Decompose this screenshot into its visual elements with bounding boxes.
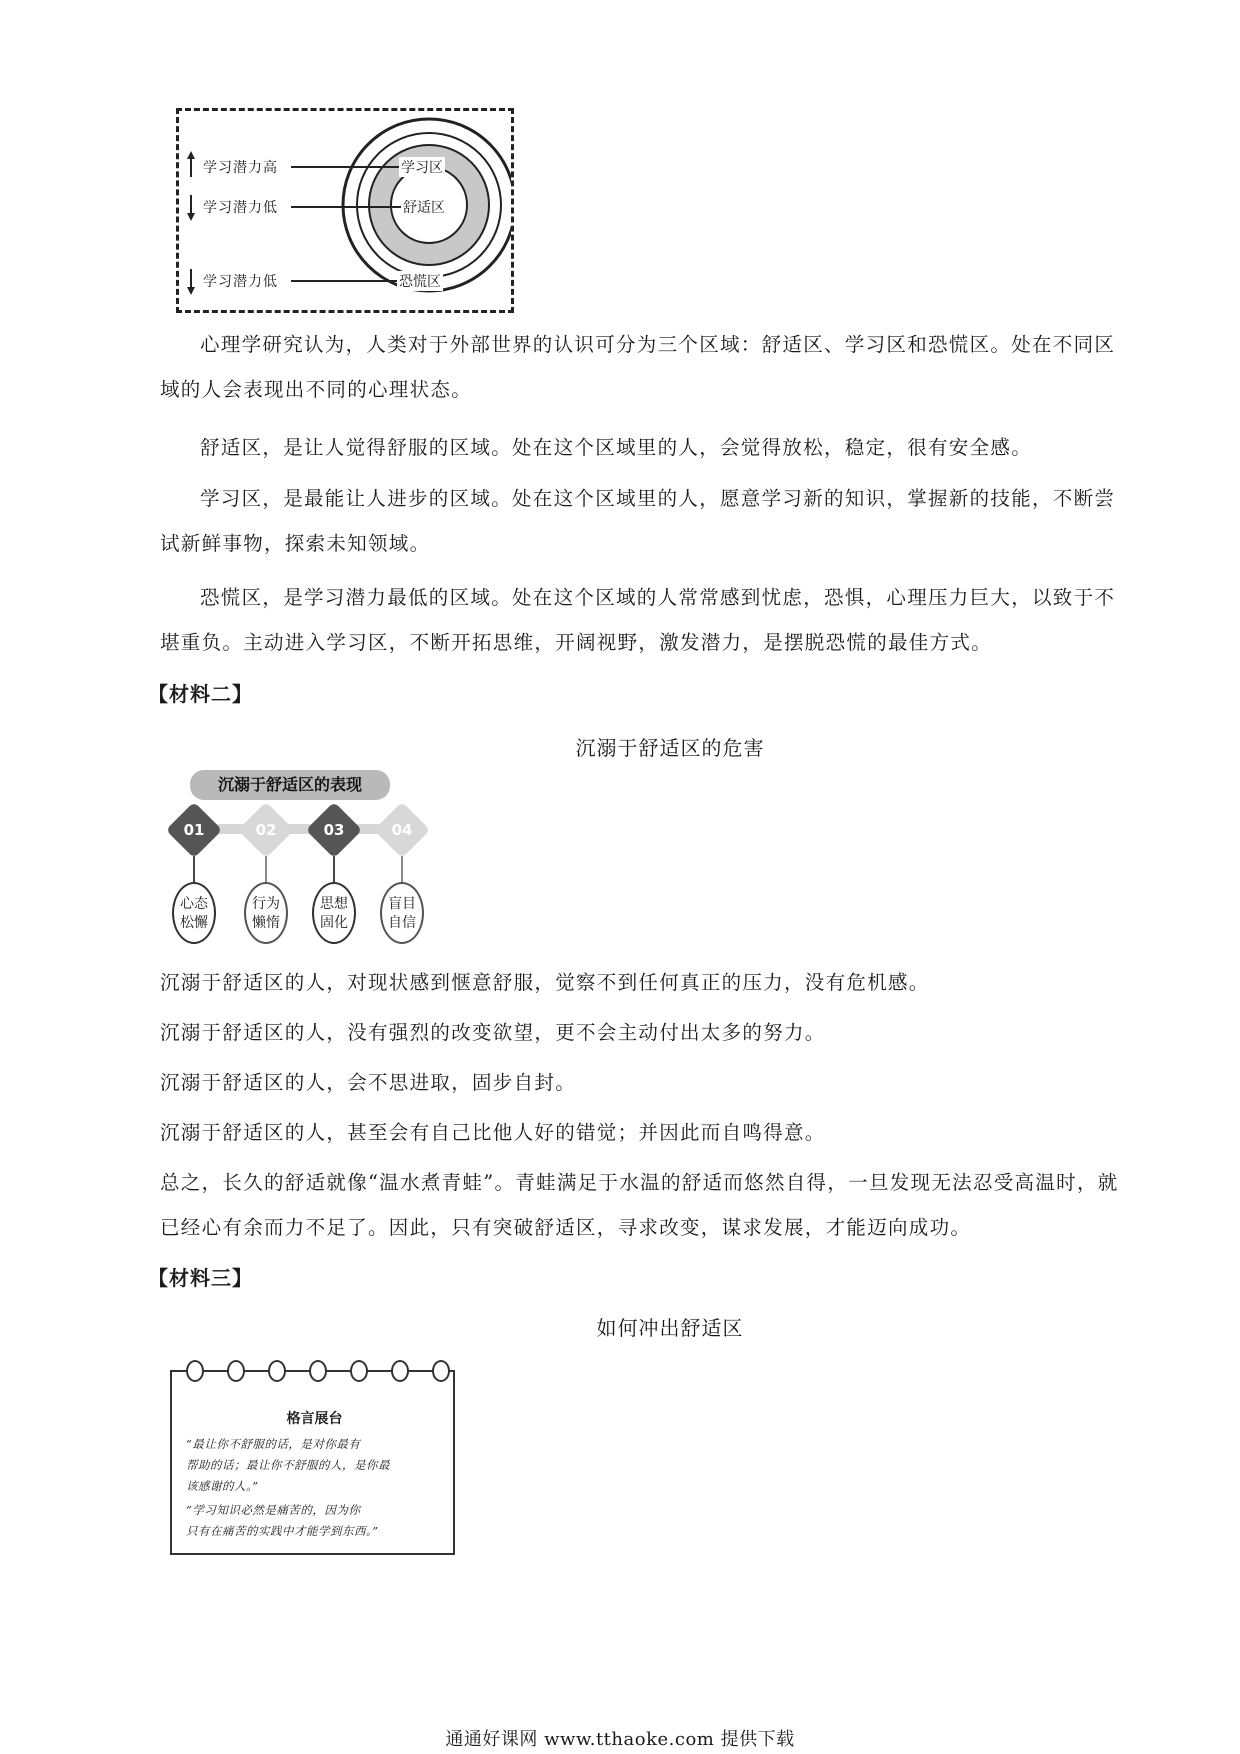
connector-line: [265, 856, 267, 884]
quote-line: 帮助的话；最让你不舒服的人，是你最: [186, 1458, 390, 1472]
binder-ring-icon: [268, 1360, 286, 1382]
material2-paragraph: 沉溺于舒适区的人，没有强烈的改变欲望，更不会主动付出太多的努力。: [160, 1021, 826, 1044]
quote-line: 只有在痛苦的实践中才能学到东西。”: [186, 1524, 379, 1538]
number-badge: 02: [238, 802, 295, 859]
quote-line: “学习知识必然是痛苦的，因为你: [186, 1503, 361, 1517]
material2-paragraph: 总之，长久的舒适就像“温水煮青蛙”。青蛙满足于水温的舒适而悠然自得，一旦发现无法忍受高温时，就已经心有余而力不足了。因此，只有突破舒适区，寻求改变，谋求发展，才能迈向成功。: [160, 1171, 1119, 1239]
binder-ring-icon: [432, 1360, 450, 1382]
material2-paragraph: 沉溺于舒适区的人，甚至会有自己比他人好的错觉；并因此而自鸣得意。: [160, 1121, 826, 1144]
quote-card: [170, 1370, 455, 1555]
connector-line: [193, 856, 195, 884]
learning-zone-label: 学习区: [399, 157, 445, 177]
connector-line: [333, 856, 335, 884]
material2-title: 沉溺于舒适区的危害: [575, 736, 765, 760]
quote-line: 该感谢的人。”: [186, 1479, 259, 1493]
symptom-bubble: 盲目 自信: [380, 882, 424, 944]
comfort-zone-label: 舒适区: [401, 197, 447, 217]
intro-paragraph: 心理学研究认为，人类对于外部世界的认识可分为三个区域：舒适区、学习区和恐慌区。处在不同区域的人会表现出不同的心理状态。: [160, 333, 1116, 401]
material3-heading: 【材料三】: [148, 1266, 253, 1290]
number-badge: 03: [306, 802, 363, 859]
material2-paragraph: 沉溺于舒适区的人，对现状感到惬意舒服，觉察不到任何真正的压力，没有危机感。: [160, 971, 930, 994]
intro-paragraph: 舒适区，是让人觉得舒服的区域。处在这个区域里的人，会觉得放松，稳定，很有安全感。: [200, 436, 1033, 459]
quote-card-title: 格言展台: [286, 1411, 343, 1427]
connector-line: [401, 856, 403, 884]
binder-ring-icon: [227, 1360, 245, 1382]
number-badge: 01: [166, 802, 223, 859]
number-badge: 04: [374, 802, 431, 859]
intro-paragraph: 恐慌区，是学习潜力最低的区域。处在这个区域的人常常感到忧虑，恐惧，心理压力巨大，以致于不堪重负。主动进入学习区，不断开拓思维，开阔视野，激发潜力，是摆脱恐慌的最佳方式。: [160, 586, 1116, 654]
zone-left-label: 学习潜力高: [203, 160, 278, 176]
binder-ring-icon: [350, 1360, 368, 1382]
down-arrow-icon: [187, 287, 195, 295]
up-arrow-icon: [187, 151, 195, 159]
zone-left-label: 学习潜力低: [203, 274, 278, 290]
binder-ring-icon: [309, 1360, 327, 1382]
harm-banner: 沉溺于舒适区的表现: [190, 770, 390, 800]
intro-paragraph: 学习区，是最能让人进步的区域。处在这个区域里的人，愿意学习新的知识，掌握新的技能，不断尝试新鲜事物，探索未知领域。: [160, 487, 1116, 555]
down-arrow-icon: [187, 213, 195, 221]
symptom-bubble: 心态 松懈: [172, 882, 216, 944]
quote-line: “最让你不舒服的话，是对你最有: [186, 1437, 361, 1451]
zone-left-label: 学习潜力低: [203, 200, 278, 216]
quote-notebook: [170, 1360, 460, 1555]
binder-ring-icon: [391, 1360, 409, 1382]
symptom-bubble: 思想 固化: [312, 882, 356, 944]
material2-paragraph: 沉溺于舒适区的人，会不思进取，固步自封。: [160, 1071, 577, 1094]
page-footer: 通通好课网 www.tthaoke.com 提供下载: [445, 1729, 795, 1750]
harm-figure: [160, 770, 435, 950]
zones-diagram: [176, 108, 514, 313]
material2-heading: 【材料二】: [148, 682, 253, 706]
symptom-bubble: 行为 懒惰: [244, 882, 288, 944]
binder-ring-icon: [186, 1360, 204, 1382]
panic-zone-label: 恐慌区: [397, 271, 443, 291]
material3-title: 如何冲出舒适区: [596, 1316, 744, 1340]
